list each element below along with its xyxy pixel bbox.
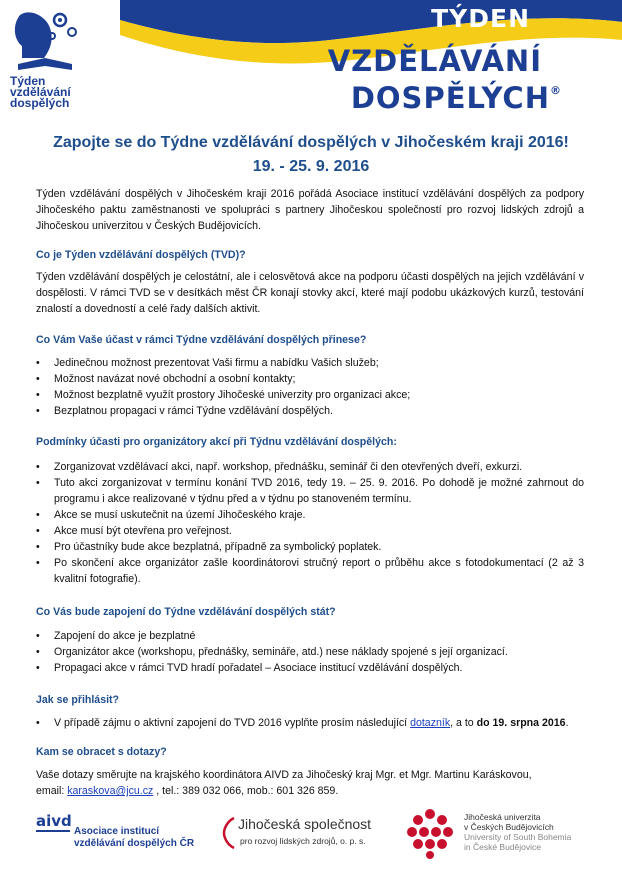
jcu-line-1: Jihočeská univerzita xyxy=(464,812,541,822)
signup-mid: , a to xyxy=(450,717,477,729)
list-item: • Propagaci akce v rámci TVD hradí pořadatel – Asociace institucí vzdělávání dospělých. xyxy=(36,660,584,676)
contact-paragraph xyxy=(36,767,584,799)
header-title-line-1: TÝDEN xyxy=(431,4,530,33)
list-item: • Akce se musí uskutečnit na území Jihočeského kraje. xyxy=(36,507,584,523)
event-date: 19. - 25. 9. 2016 xyxy=(252,158,370,175)
list-item: • Tuto akci zorganizovat v termínu konání TVD 2016, tedy 19. – 25. 9. 2016. Po dohodě je možné zahrnout do programu i akce realizované v týdnu před a v týdnu po stanoveném termínu. xyxy=(36,475,584,507)
signup-deadline: do 19. srpna 2016 xyxy=(476,717,566,729)
list-item: • Zorganizovat vzdělávací akci, např. workshop, přednášku, seminář či den otevřených dveří, exkurzi. xyxy=(36,459,584,475)
logo-line-1: Týden xyxy=(10,74,46,88)
signup-list xyxy=(36,715,584,731)
section-contact-title: Kam se obracet s dotazy? xyxy=(36,746,167,758)
contact-email-link[interactable]: karaskova@jcu.cz xyxy=(67,785,154,797)
contact-line-1: Vaše dotazy směrujte na krajského koordinátora AIVD za Jihočeský kraj Mgr. et Mgr. Martinu Karáskovou, xyxy=(36,769,532,781)
section-what-title: Co je Týden vzdělávání dospělých (TVD)? xyxy=(36,249,246,261)
signup-end: . xyxy=(565,717,569,729)
jcu-line-2: v Českých Budějovicích xyxy=(464,822,554,832)
list-item: • Pro účastníky bude akce bezplatná, případně za symbolický poplatek. xyxy=(36,539,584,555)
section-conditions-title: Podmínky účasti pro organizátory akcí při Týdnu vzdělávání dospělých: xyxy=(36,436,397,448)
cost-list xyxy=(36,628,584,676)
jcu-line-3: University of South Bohemia xyxy=(464,832,572,842)
signup-text: V případě zájmu o aktivní zapojení do TVD 2016 vyplňte prosím následující xyxy=(54,717,411,729)
list-item: • Zapojení do akce je bezplatné xyxy=(36,628,584,644)
jsprlz-logo xyxy=(222,812,382,862)
header-title-line-2: VZDĚLÁVÁNÍ xyxy=(327,44,542,78)
list-item: • Jedinečnou možnost prezentovat Vaši firmu a nabídku Vašich služeb; xyxy=(36,355,584,371)
aivd-mark: aivd xyxy=(36,812,72,830)
logo-line-3: dospělých xyxy=(10,96,70,110)
intro-paragraph: Týden vzdělávání dospělých v Jihočeském kraji 2016 pořádá Asociace institucí vzdělávání dospělých za podpory Jihočeského paktu zaměstnanosti ve spolupráci s partnery Jihočeskou společností pro rozvoj lidských zdrojů a Jihočeskou univerzitou v Českých Budějovicích. xyxy=(36,188,584,232)
contact-email-label: email: xyxy=(36,785,68,797)
section-benefit-title: Co Vám Vaše účast v rámci Týdne vzdělávání dospělých přinese? xyxy=(36,334,367,346)
list-item xyxy=(36,715,584,731)
header-title-line-3: DOSPĚLÝCH xyxy=(350,81,550,115)
aivd-line-2: vzdělávání dospělých ČR xyxy=(74,838,195,849)
section-signup-title: Jak se přihlásit? xyxy=(36,694,120,706)
contact-phones: , tel.: 389 032 066, mob.: 601 326 859. xyxy=(153,785,339,797)
jcu-logo xyxy=(404,806,604,866)
list-item: • Po skončení akce organizátor zašle koordinátorovi stručný report o průběhu akce s fotodokumentací (2 až 3 kvalitní fotografie). xyxy=(36,555,584,587)
jsprlz-line-2: pro rozvoj lidských zdrojů, o. p. s. xyxy=(240,836,366,846)
jcu-dots-icon xyxy=(404,808,456,860)
section-cost-title: Co Vás bude zapojení do Týdne vzdělávání dospělých stát? xyxy=(36,606,336,618)
aivd-line-1: Asociace institucí xyxy=(74,826,160,837)
aivd-logo xyxy=(36,812,206,862)
tvd-logo-icon xyxy=(15,12,76,70)
page-headline: Zapojte se do Týdne vzdělávání dospělých v Jihočeském kraji 2016! xyxy=(53,134,569,151)
logo-line-2: vzdělávání xyxy=(10,85,71,99)
jcu-line-4: in České Budějovice xyxy=(464,842,542,852)
jsprlz-line-1: Jihočeská společnost xyxy=(238,816,372,832)
logo-text xyxy=(10,76,71,109)
list-item: • Organizátor akce (workshopu, přednášky, semináře, atd.) nese náklady spojené s její organizací. xyxy=(36,644,584,660)
survey-link[interactable]: dotazník xyxy=(410,717,451,729)
list-item: • Možnost navázat nové obchodní a osobní kontakty; xyxy=(36,371,584,387)
list-item: • Možnost bezplatně využít prostory Jihočeské univerzity pro organizaci akce; xyxy=(36,387,584,403)
list-item: • Bezplatnou propagaci v rámci Týdne vzdělávání dospělých. xyxy=(36,403,584,419)
section-what-text: Týden vzdělávání dospělých je celostátní, ale i celosvětová akce na podporu účasti dospělých na jejich vzdělávání v dospělosti. V rámci TVD se v desítkách měst ČR konají stovky akcí, které mají podobu ukázkových kurzů, testování znalostí a dovedností a celé řady dalších aktivit. xyxy=(36,271,584,315)
registered-mark: ® xyxy=(550,84,562,97)
list-item: • Akce musí být otevřena pro veřejnost. xyxy=(36,523,584,539)
benefit-list xyxy=(36,355,584,419)
bracket-icon xyxy=(222,816,236,850)
conditions-list xyxy=(36,459,584,587)
